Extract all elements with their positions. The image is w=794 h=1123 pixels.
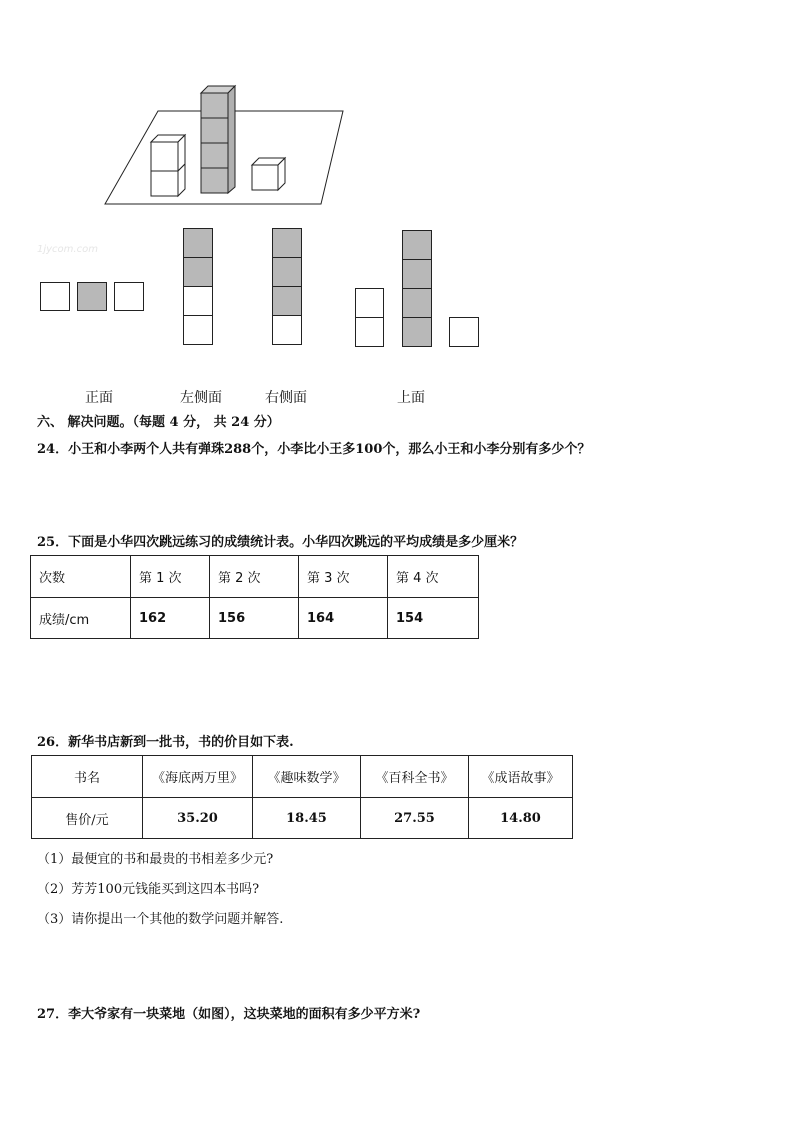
table-cell: 次数 bbox=[31, 556, 131, 598]
label-top: 上面 bbox=[397, 390, 425, 406]
table-cell: 第 2 次 bbox=[210, 556, 299, 598]
table-cell: 《成语故事》 bbox=[469, 756, 573, 798]
long-jump-table bbox=[30, 555, 479, 639]
watermark: 1jycom.com bbox=[37, 244, 98, 255]
question-24: 24．小王和小李两个人共有弹珠288个，小李比小王多100个，那么小王和小李分别有多少个？ bbox=[37, 442, 591, 457]
left-stack bbox=[151, 135, 185, 196]
table-cell: 35.20 bbox=[143, 798, 253, 839]
table-cell: 《海底两万里》 bbox=[143, 756, 253, 798]
question-26-part-3: （3）请你提出一个其他的数学问题并解答. bbox=[37, 912, 284, 927]
single-cube bbox=[252, 158, 285, 190]
table-cell: 《趣味数学》 bbox=[253, 756, 361, 798]
section-heading: 六、 解决问题。（每题 4 分， 共 24 分） bbox=[37, 415, 280, 430]
table-cell: 162 bbox=[131, 598, 210, 639]
table-cell: 售价/元 bbox=[32, 798, 143, 839]
table-row bbox=[31, 598, 479, 639]
table-cell: 154 bbox=[388, 598, 479, 639]
table-cell: 第 1 次 bbox=[131, 556, 210, 598]
book-price-table bbox=[31, 755, 573, 839]
label-left-side: 左侧面 bbox=[180, 390, 222, 406]
table-cell: 27.55 bbox=[361, 798, 469, 839]
table-cell: 第 3 次 bbox=[299, 556, 388, 598]
label-front: 正面 bbox=[85, 390, 113, 406]
table-cell: 第 4 次 bbox=[388, 556, 479, 598]
question-26: 26．新华书店新到一批书，书的价目如下表. bbox=[37, 735, 294, 750]
table-cell: 156 bbox=[210, 598, 299, 639]
table-row bbox=[32, 798, 573, 839]
question-25: 25．下面是小华四次跳远练习的成绩统计表。小华四次跳远的平均成绩是多少厘米？ bbox=[37, 535, 524, 550]
tall-stack bbox=[201, 86, 235, 193]
table-header-row bbox=[32, 756, 573, 798]
question-26-part-1: （1）最便宜的书和最贵的书相差多少元? bbox=[37, 852, 274, 867]
table-cell: 书名 bbox=[32, 756, 143, 798]
question-27: 27．李大爷家有一块菜地（如图），这块菜地的面积有多少平方米? bbox=[37, 1007, 421, 1022]
table-cell: 14.80 bbox=[469, 798, 573, 839]
table-cell: 18.45 bbox=[253, 798, 361, 839]
label-right-side: 右侧面 bbox=[265, 390, 307, 406]
table-cell: 《百科全书》 bbox=[361, 756, 469, 798]
table-cell: 164 bbox=[299, 598, 388, 639]
question-26-part-2: （2）芳芳100元钱能买到这四本书吗? bbox=[37, 882, 260, 897]
table-header-row bbox=[31, 556, 479, 598]
table-cell: 成绩/cm bbox=[31, 598, 131, 639]
cube-stack-figure bbox=[100, 80, 350, 210]
